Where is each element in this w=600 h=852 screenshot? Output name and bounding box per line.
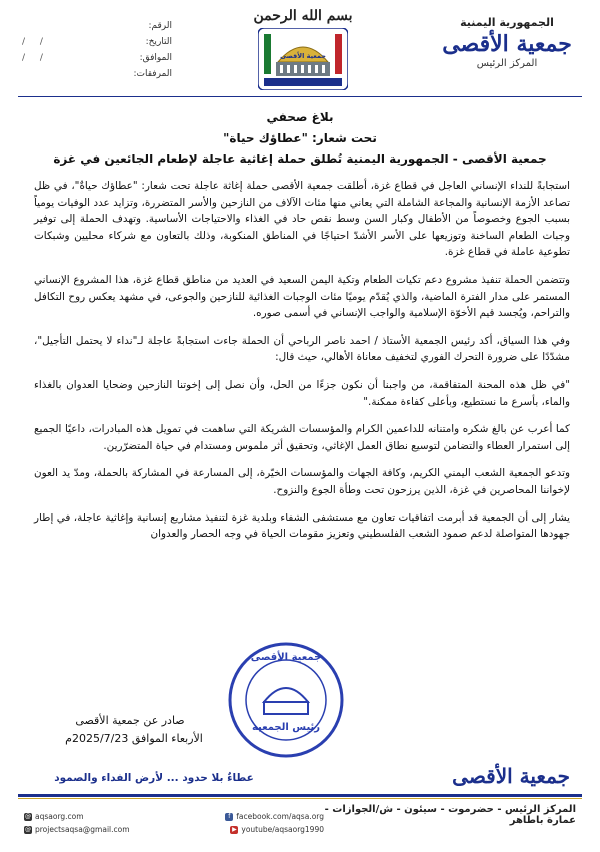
corresponding-value: / /: [22, 53, 49, 63]
email-icon: @: [25, 825, 31, 833]
paragraph-project: وتتضمن الحملة تنفيذ مشروع دعم تكيات الطعام وتكية اليمن السعيد في العديد من مناطق قطاع غزة، هذا المشروع الإنساني المستمر على مدار الفترة الماضية، والذي يُقدّم يوميًا مئات الوجبات الغذائية للنازحين والجوعى، في مشهد يعكس روح التكافل والتراحم، ويُجسد قيم الأخوّة الإسلامية والواجب الإنساني في أسمى صوره.: [34, 273, 570, 320]
meta-date: [22, 34, 172, 50]
contact-facebook[interactable]: f facebook.com/aqsa.org: [225, 810, 324, 823]
footer-slogan: عطاءٌ بلا حدود ... لأرض الفداء والصمود: [54, 772, 254, 784]
footer-org-name: جمعية الأقصى: [452, 764, 570, 788]
header-logo-area: [248, 6, 358, 92]
meta-attachments: [22, 66, 172, 82]
issue-date: الأربعاء الموافق 2025/7/23م: [65, 732, 203, 745]
logo-caption: جمعية الأقصى: [280, 52, 326, 60]
meta-corresponding: [22, 50, 172, 66]
official-stamp-icon: [226, 640, 346, 760]
header-divider: [18, 96, 582, 97]
aqsa-logo-icon: [258, 28, 348, 90]
paragraph-agreements: يشار إلى أن الجمعية قد أبرمت اتفاقيات تعاون مع مستشفى الشفاء وبلدية غزة لتنفيذ مشاريع إنسانية وإغاثية عاجلة، في إطار جهودها المتواصلة لدعم صمود الشعب الفلسطيني وتعزيز مقومات الحياة في وجه الحصار والعدوان: [34, 511, 570, 541]
attachments-label: المرفقات:: [133, 69, 172, 79]
press-release-body: [34, 178, 570, 554]
paragraph-call: وتدعو الجمعية الشعب اليمني الكريم، وكافة الجهات والمؤسسات الخيّرة، إلى المسارعة في المشاركة بالحملة، ومدّ يد العون لإخواننا المحاصرين في غزة، الذين يرزحون تحت وطأة الجوع والنزوح.: [34, 467, 570, 496]
web-icon: @: [25, 812, 31, 820]
date-label: التاريخ:: [145, 37, 172, 47]
headquarters-label: المركز الرئيس: [476, 58, 538, 69]
footer-divider: [18, 794, 582, 797]
contact-youtube[interactable]: ▶ youtube/aqsaorg1990: [232, 825, 324, 834]
contact-email[interactable]: @ projectsaqsa@gmail.com: [25, 825, 130, 834]
stamp-bottom-text: رئيس الجمعية: [251, 722, 321, 733]
number-label: الرقم:: [148, 21, 172, 31]
meta-number: [22, 18, 172, 34]
basmala: بسم الله الرحمن: [253, 8, 353, 24]
footer-address: المركز الرئيس - حضرموت - سيئون - ش/الجوازات - عمارة باطاهر: [324, 804, 576, 826]
youtube-icon: ▶: [232, 825, 237, 833]
issuer-line: صادر عن جمعية الأقصى: [75, 714, 185, 727]
paragraph-thanks: كما أعرب عن بالغ شكره وامتنانه للداعمين الكرام والمؤسسات الشريكة التي ساهمت في تمويل هذه المبادرات، داعيًا الجميع إلى استمرار العطاء والتضامن لتوسيع نطاق العمل الإغاثي، وتحقيق أثر ملموس ومستدام في حياة المتضرّرين.: [34, 423, 570, 452]
paragraph-context: وفي هذا السياق، أكد رئيس الجمعية الأستاذ / احمد ناصر الرباحي أن الحملة جاءت استجابةً عاجلة لـ"نداء لا يحتمل التأجيل"، مشدّدًا على ضرورة التحرك الفوري لتخفيف معاناة الأهالي، حيث قال:: [34, 334, 570, 364]
corresponding-label: الموافق:: [139, 53, 172, 63]
document-type-title: بلاغ صحفي: [266, 110, 334, 124]
headline: جمعية الأقصى - الجمهورية اليمنية تُطلق حملة إغاثية عاجلة لإطعام الجائعين في غزة: [53, 152, 547, 166]
campaign-slogan: تحت شعار: "عطاؤك حياة": [223, 131, 377, 145]
org-name-calligraphy: جمعية الأقصى: [442, 31, 572, 57]
document-meta-fields: [22, 18, 172, 82]
footer-contacts: [24, 810, 324, 836]
date-value: / /: [22, 37, 49, 47]
facebook-icon: f: [225, 813, 233, 821]
country-name: الجمهورية اليمنية: [460, 16, 554, 29]
paragraph-quote: "في ظل هذه المحنة المتفاقمة، من واجبنا أن نكون جزءًا من الحل، وأن نصل إلى إخوتنا النازحين وضحايا العدوان بالغذاء والماء، بأسرع ما نستطيع، وبأعلى كفاءة ممكنة.": [34, 378, 570, 408]
stamp-top-text: جمعية الأقصى: [250, 652, 322, 663]
org-letterhead: [432, 16, 582, 69]
footer-accent-line: [18, 798, 582, 799]
contact-website[interactable]: @ aqsaorg.com: [25, 812, 84, 821]
paragraph-intro: استجابةً للنداء الإنساني العاجل في قطاع غزة، أطلقت جمعية الأقصى حملة إغاثة عاجلة تحت شعار: "عطاؤك حياةٌ"، في ظل تصاعد الأزمة الإنسانية والمجاعة الشاملة التي يعاني منها مئات الآلاف من النازحين والأسر المتضررة، وتزايد عدد الوفيات يومياً بسبب الجوع وخصوصاً من الأطفال وكبار السن وسط نقص حاد في الغذاء والاحتياجات الأساسية. وتهدف الحملة إلى توفير وجبات الطعام الساخنة وتوزيعها على الأسر الأشدّ احتياجًا في المناطق المنكوبة، وذلك بالتعاون مع شركاء محليين وشبكات تطوعية عاملة في قطاع غزة.: [34, 180, 570, 259]
